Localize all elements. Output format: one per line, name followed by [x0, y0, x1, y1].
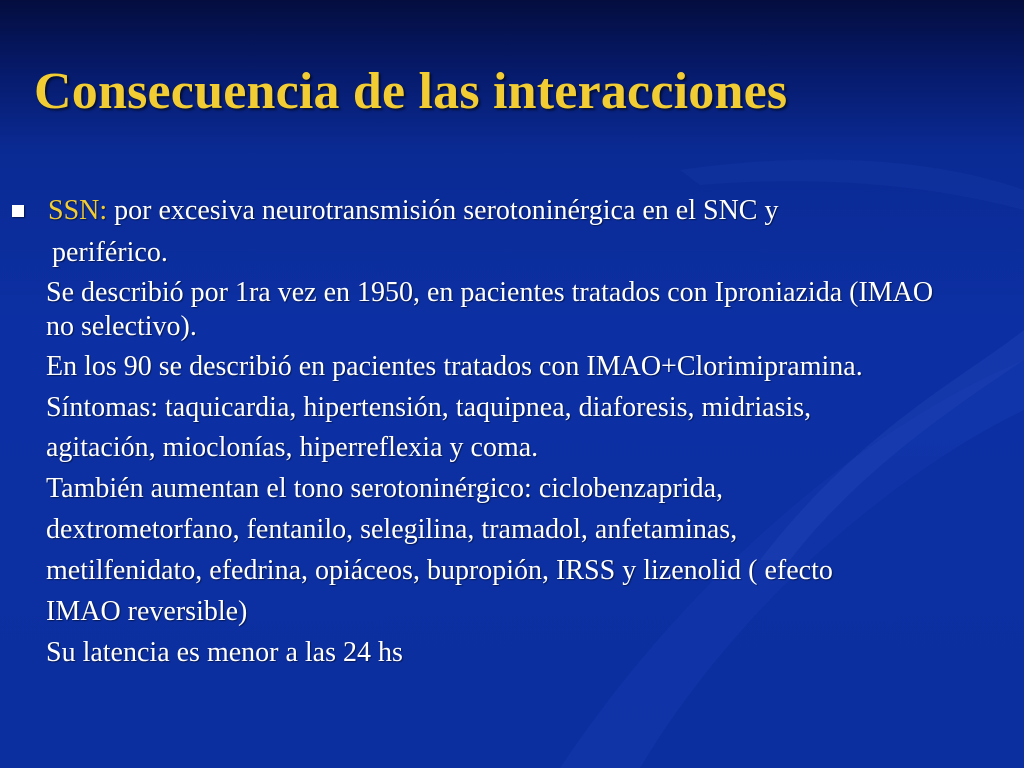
body-line: agitación, mioclonías, hiperreflexia y coma.	[46, 432, 539, 463]
body-line: Se describió por 1ra vez en 1950, en pacientes tratados con Iproniazida (IMAO	[46, 277, 934, 308]
slide-title: Consecuencia de las interacciones	[34, 63, 788, 120]
body-line: no selectivo).	[46, 311, 197, 342]
body-line: metilfenidato, efedrina, opiáceos, bupropión, IRSS y lizenolid ( efecto	[46, 555, 833, 586]
bullet-line-2: periférico.	[52, 237, 168, 268]
body-line: Síntomas: taquicardia, hipertensión, taquipnea, diaforesis, midriasis,	[46, 392, 812, 423]
bullet-line-1	[48, 194, 778, 228]
square-bullet-icon	[12, 205, 24, 217]
body-line: IMAO reversible)	[46, 596, 248, 627]
body-line: También aumentan el tono serotoninérgico: ciclobenzaprida,	[46, 473, 724, 504]
body-line: Su latencia es menor a las 24 hs	[46, 637, 403, 668]
body-line: dextrometorfano, fentanilo, selegilina, tramadol, anfetaminas,	[46, 514, 738, 545]
ssn-label: SSN:	[48, 195, 108, 226]
bullet-line-1-text: por excesiva neurotransmisión serotoninérgica en el SNC y	[107, 195, 779, 226]
body-line: En los 90 se describió en pacientes tratados con IMAO+Clorimipramina.	[46, 351, 863, 382]
